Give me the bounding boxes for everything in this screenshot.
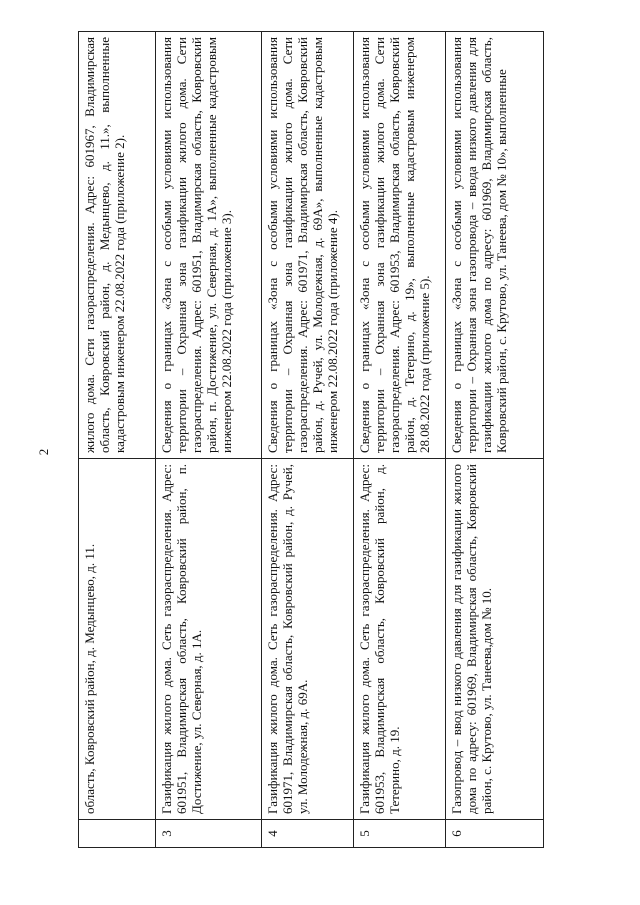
table-row: [354, 32, 446, 848]
object-description: Газопровод – ввод низкого давления для газификации жилого дома по адресу: 601969, Владимирская область, Ковровский район, с. Крутово, ул. Танеева,дом № 10.: [446, 459, 544, 820]
object-description: Газификация жилого дома. Сеть газораспределения. Адрес: 601951, Владимирская область, Ковровский район, п. Достижение, ул. Северная, д. 1А.: [156, 459, 262, 820]
row-number: 4: [262, 820, 354, 848]
zone-info: Сведения о границах «Зона с особыми условиями использования территории – Охранная зона газификации жилого дома. Сети газораспределения. Адрес: 601953, Владимирская область, Ковровский район, д. Тетерино, д. 19», выполненные кадастровым инженером 28.08.2022 года (приложение 5).: [354, 32, 446, 459]
zone-info: Сведения о границах «Зона с особыми условиями использования территории – Охранная зона газификации жилого дома. Сети газораспределения. Адрес: 601971, Владимирская область, Ковровский район, д. Ручей, ул. Молодежная, д. 69А», выполненные кадастровым инженером 22.08.2022 года (приложение 4).: [262, 32, 354, 459]
zone-info: Сведения о границах «Зона с особыми условиями использования территории – Охранная зона газопровода – ввода низкого давления для газификации жилого дома по адресу: 601969, Владимирская область, Ковровский район, с. Крутово, ул. Танеева, дом № 10», выполненные: [446, 32, 544, 459]
zones-table: [78, 31, 544, 848]
table-row: [446, 32, 544, 848]
row-number: 6: [446, 820, 544, 848]
row-number: 5: [354, 820, 446, 848]
table-row: [156, 32, 262, 848]
zone-info: Сведения о границах «Зона с особыми условиями использования территории – Охранная зона газификации жилого дома. Сети газораспределения. Адрес: 601951, Владимирская область, Ковровский район, п. Достижение, ул. Северная, д. 1А», выполненные кадастровым инженером 22.08.2022 года (приложение 3).: [156, 32, 262, 459]
table-row: [262, 32, 354, 848]
object-description: область, Ковровский район, д. Медынцево, д. 11.: [79, 459, 156, 820]
object-description: Газификация жилого дома. Сеть газораспределения. Адрес: 601971, Владимирская область, Ковровский район, д. Ручей, ул. Молодежная, д. 69А.: [262, 459, 354, 820]
table-row: [79, 32, 156, 848]
zone-info: жилого дома. Сети газораспределения. Адрес: 601967, Владимирская область, Ковровский район, д. Медынцево, д. 11.», выполненные кадастровым инженером 22.08.2022 года (приложение 2).: [79, 32, 156, 459]
object-description: Газификация жилого дома. Сеть газораспределения. Адрес: 601953, Владимирская область, Ковровский район, д. Тетерино, д. 19.: [354, 459, 446, 820]
row-number: 3: [156, 820, 262, 848]
row-number: [79, 820, 156, 848]
page-number: 2: [36, 448, 51, 456]
rotated-table-container: [78, 32, 543, 848]
